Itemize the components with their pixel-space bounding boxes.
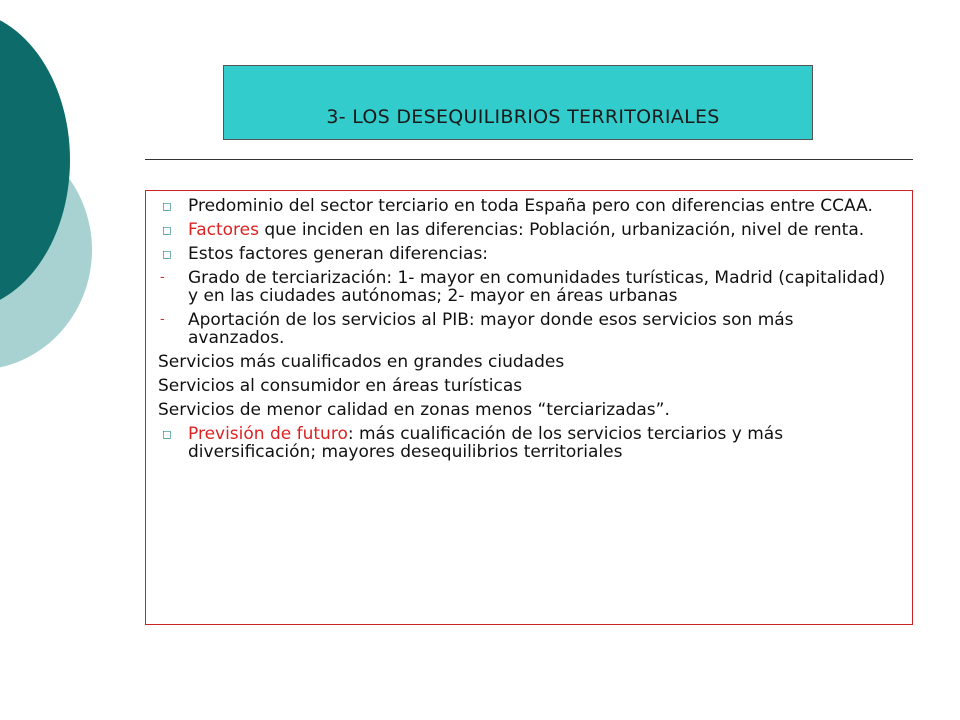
hollow-square-bullet-icon: ◻	[162, 427, 172, 441]
highlight-text: Factores	[188, 220, 259, 240]
title-box	[223, 65, 813, 140]
title-divider	[145, 159, 913, 160]
bullet-text-rest: que inciden en las diferencias: Población, urbanización, nivel de renta.	[258, 220, 865, 240]
dash-text: Grado de terciarización: 1- mayor en comunidades turísticas, Madrid (capitalidad) y en las ciudades autónomas; 2- mayor en áreas urbanas	[188, 268, 886, 306]
bullet-text	[188, 425, 892, 461]
plain-line: Servicios más cualificados en grandes ciudades	[158, 352, 565, 372]
dash-item	[158, 311, 892, 347]
plain-line: Servicios al consumidor en áreas turísticas	[158, 376, 523, 396]
bullet-text: Predominio del sector terciario en toda España pero con diferencias entre CCAA.	[188, 196, 873, 216]
content-box	[145, 190, 913, 625]
hollow-square-bullet-icon: ◻	[162, 199, 172, 213]
bullet-item	[158, 425, 892, 461]
plain-line: Servicios de menor calidad en zonas menos “terciarizadas”.	[158, 400, 670, 420]
bullet-text	[188, 221, 892, 239]
dash-item	[158, 269, 892, 305]
bullet-text: Estos factores generan diferencias:	[188, 244, 489, 264]
bullet-item	[158, 245, 892, 263]
dash-marker: -	[160, 270, 165, 285]
slide-title: 3- LOS DESEQUILIBRIOS TERRITORIALES	[326, 105, 720, 128]
hollow-square-bullet-icon: ◻	[162, 247, 172, 261]
highlight-text: Previsión de futuro	[188, 424, 348, 444]
hollow-square-bullet-icon: ◻	[162, 223, 172, 237]
bullet-item	[158, 197, 892, 215]
bullet-item	[158, 221, 892, 239]
bullet-text-rest: : más cualificación de los servicios terciarios y más diversificación; mayores desequilibrios territoriales	[188, 424, 784, 462]
dash-text: Aportación de los servicios al PIB: mayor donde esos servicios son más avanzados.	[188, 310, 794, 348]
dash-marker: -	[160, 312, 165, 327]
